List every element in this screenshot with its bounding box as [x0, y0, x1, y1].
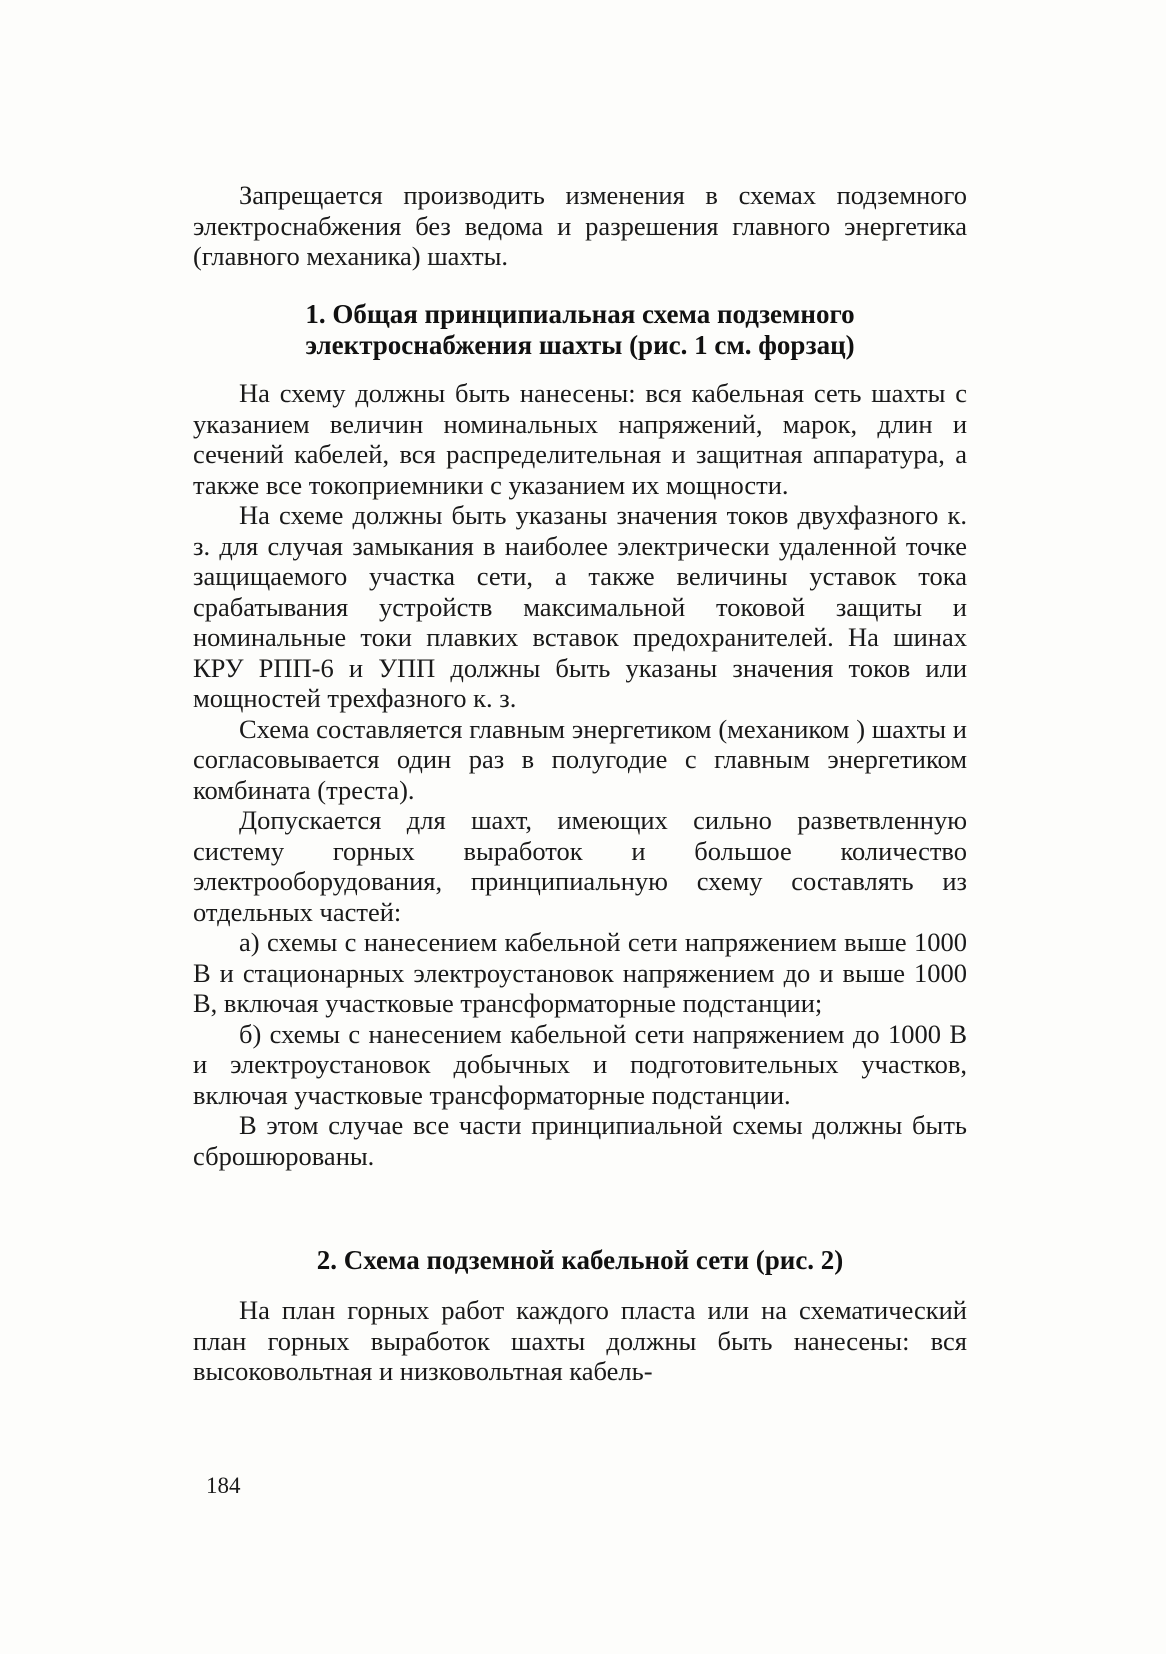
section1-heading-line2: электроснабжения шахты (рис. 1 см. форзац) [305, 330, 855, 360]
section2-heading: 2. Схема подземной кабельной сети (рис. 2) [316, 1245, 844, 1275]
page-number: 184 [206, 1473, 241, 1498]
section1-heading [193, 299, 967, 361]
section1-heading-line1: 1. Общая принципиальная схема подземного [305, 299, 855, 329]
section1-body [193, 378, 967, 1171]
intro-paragraph: Запрещается производить изменения в схемах подземного электроснабжения без ведома и разрешения главного энергетика (главного механика) шахты. [193, 180, 967, 271]
section1-list-item-a: а) схемы с нанесением кабельной сети напряжением выше 1000 В и стационарных электроустановок напряжением до и выше 1000 В, включая участковые трансформаторные подстанции; [193, 927, 967, 1018]
section2-body [193, 1295, 967, 1387]
section1-list-item-b: б) схемы с нанесением кабельной сети напряжением до 1000 В и электроустановок добычных и подготовительных участков, включая участковые трансформаторные подстанции. [193, 1018, 967, 1110]
intro-block [193, 180, 967, 272]
section1-paragraph: Схема составляется главным энергетиком (механиком ) шахты и согласовывается один раз в полугодие с главным энергетиком комбината (треста). [193, 713, 967, 805]
section1-paragraph: На схему должны быть нанесены: вся кабельная сеть шахты с указанием величин номинальных напряжений, марок, длин и сечений кабелей, вся распределительная и защитная аппаратура, а также все токоприемники с указанием их мощности. [193, 378, 967, 500]
section1-paragraph: Допускается для шахт, имеющих сильно разветвленную систему горных выработок и большое количество электрооборудования, принципиальную схему составлять из отдельных частей: [193, 805, 967, 927]
section1-paragraph: В этом случае все части принципиальной схемы должны быть сброшюрованы. [193, 1110, 967, 1171]
section1-paragraph: На схеме должны быть указаны значения токов двухфазного к. з. для случая замыкания в наиболее электрически удаленной точке защищаемого участка сети, а также величины уставок тока срабатывания устройств максимальной токовой защиты и номинальные токи плавких вставок предохранителей. На шинах КРУ РПП-6 и УПП должны быть указаны значения токов или мощностей трехфазного к. з. [193, 500, 967, 713]
section2-paragraph: На план горных работ каждого пласта или на схематический план горных выработок шахты должны быть нанесены: вся высоковольтная и низковольтная кабель- [193, 1295, 967, 1386]
